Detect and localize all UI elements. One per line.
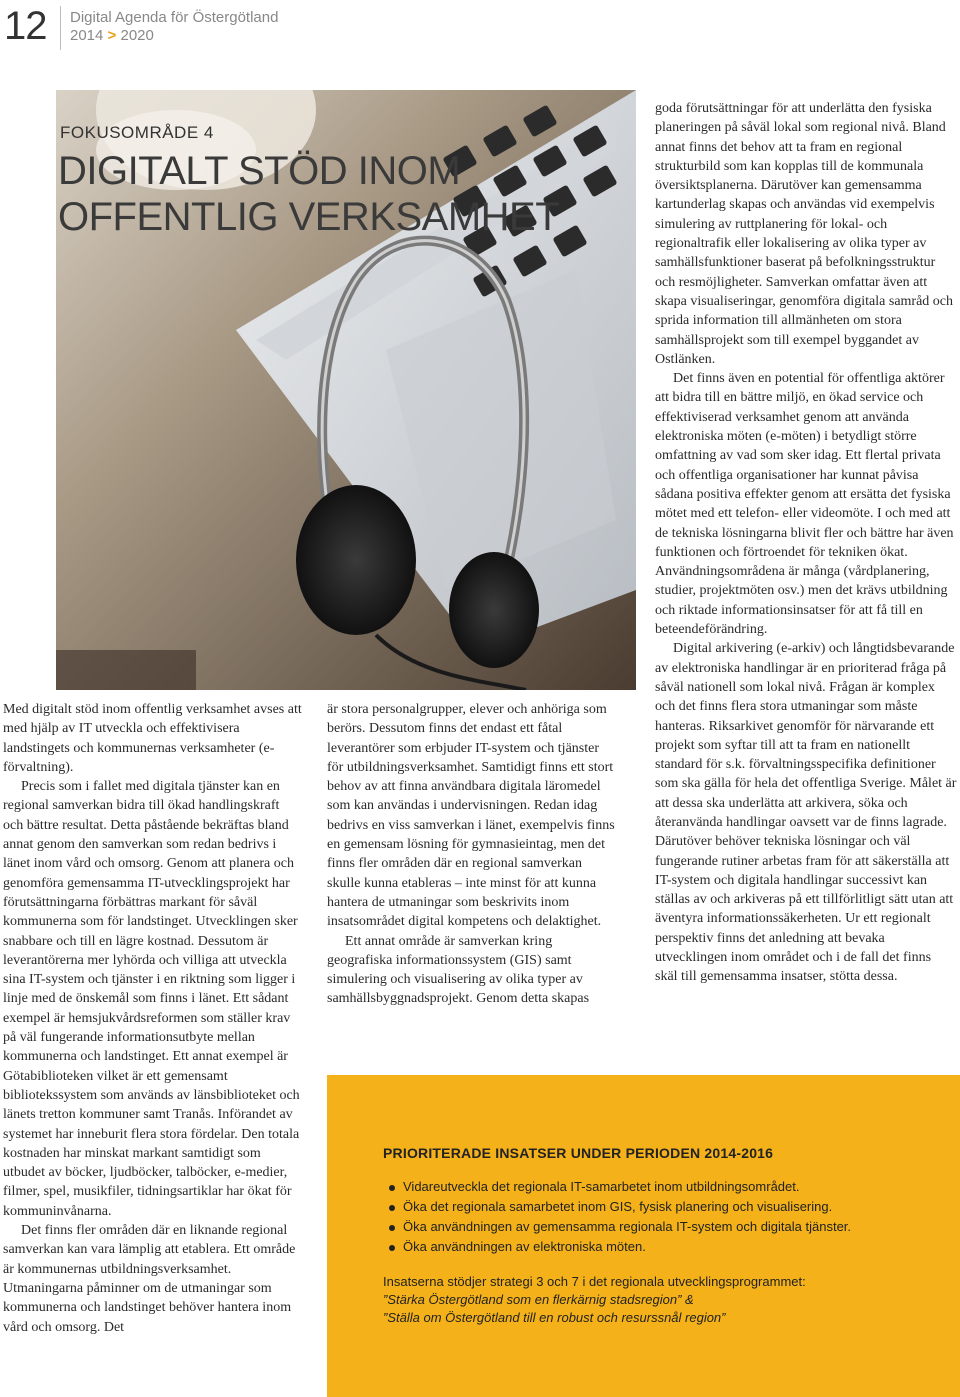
list-item-text: Öka det regionala samarbetet inom GIS, fysisk planering och visualisering. xyxy=(403,1199,833,1214)
paragraph: Ett annat område är samverkan kring geografiska informationssystem (GIS) samt simulering och visualisering av olika typer av samhällsbyggnadsprojekt. Genom detta skapas xyxy=(327,933,590,1007)
list-item xyxy=(383,1217,943,1237)
list-item-text: Öka användningen av gemensamma regionala IT-system och digitala tjänster. xyxy=(403,1219,852,1234)
text-column-2 xyxy=(327,700,617,1009)
paragraph: Det finns även en potential för offentliga aktörer att bidra till en bättre miljö, en ökad service och effektiviserad verksamhet genom att använda elektroniska möten (e-möten) i betydligt större omfattning av vad som sker idag. Ett flertal privata och offentliga organisationer har kunnat påvisa sådana positiva effekter genom att ersätta det fysiska mötet med ett telefon- eller videomöte. I och med att de tekniska lösningarna blivit fler och bättre har även funktionen och förtroendet för tekniken ökat. Användningsområdena är många (vårdplanering, studier, projektmöten osv.) men det krävs utbildning och riktade informationsinsatser för att få till en beteendeförändring. xyxy=(655,371,954,638)
text-column-3 xyxy=(655,99,957,987)
priority-box xyxy=(327,1075,960,1397)
focus-area-label: FOKUSOMRÅDE 4 xyxy=(60,123,214,142)
list-item-text: Öka användningen av elektroniska möten. xyxy=(403,1239,646,1254)
paragraph: goda förutsättningar för att underlätta den fysiska planeringen på såväl lokal som regional nivå. Bland annat finns det behov att ta fram en regional strukturbild som kan kopplas till de kommunala översiktsplanerna. Därutöver kan gemensamma kartunderlag skapas och användas vid exempelvis simulering av ruttplanering för lokal- och regionaltrafik eller lokalisering av olika typer av samhällsfunktioner baserat på befolkningsstruktur och resmöjligheter. Samverkan omfattar även att skapa visualiseringar, genomföra digitala samråd och sprida information till allmänheten om stora samhällsprojekt som till exempel byggandet av Ostlänken. xyxy=(655,101,954,367)
bullet-dot-icon xyxy=(389,1185,395,1191)
list-item xyxy=(383,1197,943,1217)
paragraph: Med digitalt stöd inom offentlig verksamhet avses att med hjälp av IT utveckla och effektivisera landstingets och kommunernas verksamheter (e-förvaltning). xyxy=(3,702,302,775)
paragraph: Digital arkivering (e-arkiv) och långtidsbevarande av elektroniska handlingar är en prioriterad fråga på såväl nationell som lokal nivå. Frågan är komplex och det finns flera stora utmaningar som måste hanteras. Riksarkivet genomför för närvarande ett projekt som syftar till att ta fram en nationellt standard för s.k. förvaltningsspecifika definitioner som ska gälla för hela det offentliga Sverige. Målet är att dessa ska underlätta att arkivera, söka och återanvända handlingar oavsett var de finns lagrade. Därutöver behöver tekniska lösningar och väl fungerande rutiner arbetas fram för att säkerställa att IT-system och digitala handlingar successivt kan ställas av och arkiveras på ett tillförlitligt sätt utan att äventyra informationssäkerheten. Ur ett regionalt perspektiv finns det anledning att bevaka utvecklingen inom området och i de fall det finns skäl till gemensamma insatser, stötta dessa. xyxy=(655,641,957,985)
page-title xyxy=(58,148,559,240)
list-item xyxy=(383,1177,943,1197)
priority-list xyxy=(383,1177,943,1257)
page-number: 12 xyxy=(4,4,47,48)
strategy-quote-2: ”Ställa om Östergötland till en robust och resurssnål region” xyxy=(383,1310,726,1325)
strategy-note xyxy=(383,1273,943,1327)
paragraph: är stora personalgrupper, elever och anhöriga som berörs. Dessutom finns det endast ett fåtal leverantörer som erbjuder IT-system och tjänster för utbildningsverksamhet. Samtidigt finns ett stort behov av att finna användbara digitala läromedel som kan användas i undervisningen. Redan idag bedrivs en viss samverkan i länet, exempelvis finns en gemensam lösning för gymnasieintag, men det finns fler områden där en regional samverkan skulle kunna etableras – inte minst för att kunna hantera de utmaningar som beskrivits inom insatsområdet digital kompetens och delaktighet. xyxy=(327,702,615,930)
years-start: 2014 xyxy=(70,27,104,44)
publication-title: Digital Agenda för Östergötland xyxy=(70,9,279,26)
list-item-text: Vidareutveckla det regionala IT-samarbetet inom utbildningsområdet. xyxy=(403,1179,800,1194)
page-title-line-1: DIGITALT STÖD INOM xyxy=(58,149,461,193)
bullet-dot-icon xyxy=(389,1245,395,1251)
paragraph: Det finns fler områden där en liknande regional samverkan kan vara lämplig att etablera. Ett område är kommunernas utbildningsverksamhet. Utmaningarna påminner om de utmaningar som kommunerna och landstinget behöver hantera inom vård och omsorg. Det xyxy=(3,1223,296,1335)
strategy-intro: Insatserna stödjer strategi 3 och 7 i det regionala utvecklingsprogrammet: xyxy=(383,1274,806,1289)
bullet-dot-icon xyxy=(389,1205,395,1211)
page-title-line-2: OFFENTLIG VERKSAMHET xyxy=(58,195,560,239)
publication-years xyxy=(70,26,154,45)
page-header xyxy=(0,0,960,62)
priority-box-content xyxy=(383,1145,943,1327)
years-end: 2020 xyxy=(120,27,154,44)
bullet-dot-icon xyxy=(389,1225,395,1231)
paragraph: Precis som i fallet med digitala tjänster kan en regional samverkan bidra till ökad handlingskraft och bättre resultat. Detta påstående bekräftas bland annat genom den samverkan som redan bedrivs i länet inom vård och omsorg. Genom att planera och genomföra gemensamma IT-utvecklingsprojekt har förutsättningarna förbättras markant för såväl kommunerna som för landstinget. Utvecklingen sker snabbare och till en lägre kostnad. Dessutom är leverantörerna mer lyhörda och villiga att utveckla sina IT-system och tjänster i en riktning som ligger i linje med de önskemål som finns i länet. Ett sådant exempel är hemsjukvårdsreformen som ställer krav på väl fungerande informationsutbyte mellan kommunerna och landstinget. Ett annat exempel är Götabiblioteken vilket är ett gemensamt bibliotekssystem som används av länsbiblioteket och länets tretton kommuner samt Tranås. Införandet av systemet har inneburit flera stora fördelar. Den totala kostnaden har minskat markant samtidigt som utbudet av böcker, ljudböcker, talböcker, e-medier, filmer, spel, musikfiler, tidningsartiklar har ökat för kommuninvånarna. xyxy=(3,779,300,1219)
strategy-quote-1: ”Stärka Östergötland som en flerkärnig stadsregion” & xyxy=(383,1292,694,1307)
priority-heading: PRIORITERADE INSATSER UNDER PERIODEN 2014-2016 xyxy=(383,1145,774,1161)
years-arrow-icon: > xyxy=(107,27,117,44)
text-column-1 xyxy=(0,700,303,1337)
list-item xyxy=(383,1237,943,1257)
header-divider xyxy=(60,6,61,50)
